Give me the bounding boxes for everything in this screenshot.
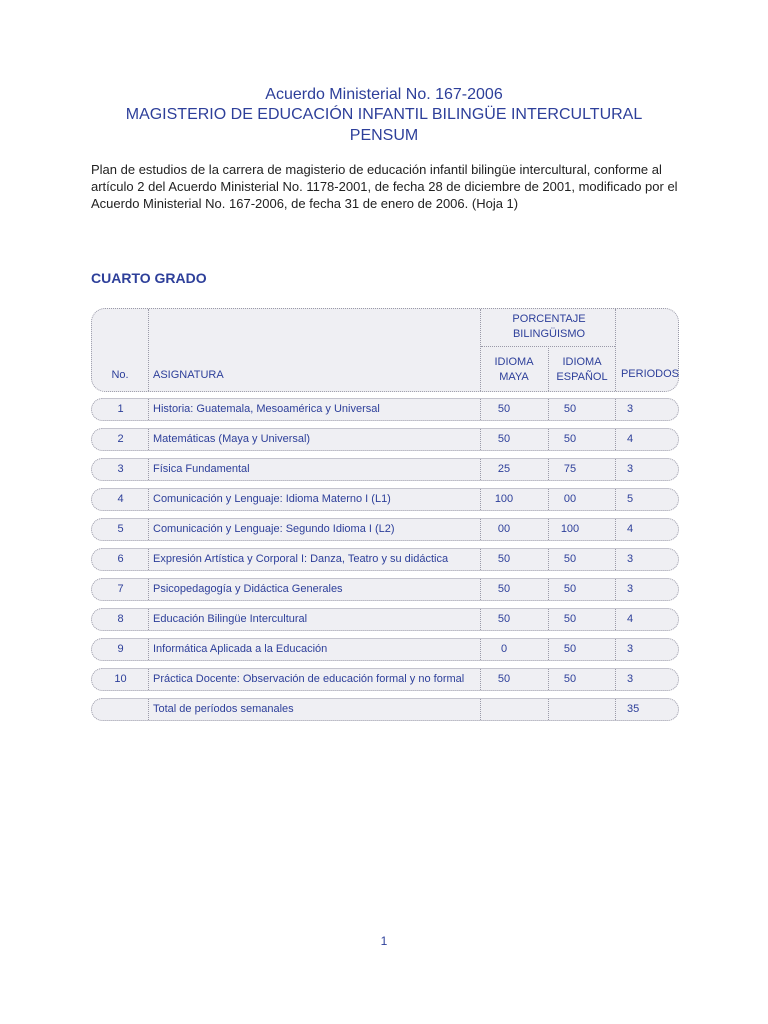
row-idioma-espanol: 50 bbox=[563, 643, 577, 655]
row-asignatura: Psicopedagogía y Didáctica Generales bbox=[153, 583, 343, 595]
header-idioma-maya: IDIOMA MAYA bbox=[494, 356, 534, 383]
table-row bbox=[91, 578, 679, 601]
column-separator bbox=[615, 519, 616, 540]
column-separator bbox=[548, 579, 549, 600]
column-separator bbox=[480, 459, 481, 480]
row-periodos: 3 bbox=[627, 553, 634, 565]
row-periodos: 5 bbox=[627, 493, 634, 505]
column-separator bbox=[548, 519, 549, 540]
column-separator bbox=[480, 579, 481, 600]
row-idioma-espanol: 50 bbox=[563, 583, 577, 595]
column-separator bbox=[615, 639, 616, 660]
row-idioma-maya: 50 bbox=[497, 613, 511, 625]
row-periodos: 3 bbox=[627, 403, 634, 415]
column-separator bbox=[548, 609, 549, 630]
total-periodos: 35 bbox=[627, 703, 640, 715]
row-number: 2 bbox=[117, 433, 124, 445]
column-separator bbox=[548, 669, 549, 690]
row-number: 7 bbox=[117, 583, 124, 595]
row-idioma-espanol: 100 bbox=[560, 523, 580, 535]
row-periodos: 3 bbox=[627, 673, 634, 685]
row-asignatura: Matemáticas (Maya y Universal) bbox=[153, 433, 311, 445]
header-porcentaje: PORCENTAJE BILINGÜISMO bbox=[512, 313, 586, 340]
table-row bbox=[91, 608, 679, 631]
row-idioma-maya: 50 bbox=[497, 403, 511, 415]
row-number: 10 bbox=[114, 673, 127, 685]
row-periodos: 4 bbox=[627, 613, 634, 625]
header-periodos: PERIODOS bbox=[620, 368, 680, 380]
column-separator bbox=[480, 609, 481, 630]
column-separator bbox=[615, 459, 616, 480]
row-idioma-maya: 100 bbox=[494, 493, 514, 505]
row-asignatura: Física Fundamental bbox=[153, 463, 250, 475]
header-no: No. bbox=[111, 369, 129, 381]
row-asignatura: Comunicación y Lenguaje: Segundo Idioma I (L2) bbox=[153, 523, 395, 535]
row-number: 5 bbox=[117, 523, 124, 535]
row-idioma-maya: 25 bbox=[497, 463, 511, 475]
column-separator bbox=[615, 609, 616, 630]
header-separator bbox=[480, 309, 481, 391]
row-idioma-espanol: 50 bbox=[563, 553, 577, 565]
table-row bbox=[91, 548, 679, 571]
page-number: 1 bbox=[380, 934, 388, 948]
row-asignatura: Informática Aplicada a la Educación bbox=[153, 643, 328, 655]
column-separator bbox=[548, 549, 549, 570]
row-idioma-maya: 00 bbox=[497, 523, 511, 535]
row-idioma-maya: 50 bbox=[497, 433, 511, 445]
column-separator bbox=[548, 429, 549, 450]
column-separator bbox=[480, 519, 481, 540]
header-separator bbox=[148, 309, 149, 391]
total-label: Total de períodos semanales bbox=[153, 703, 294, 715]
row-number: 1 bbox=[117, 403, 124, 415]
row-periodos: 3 bbox=[627, 643, 634, 655]
section-title: CUARTO GRADO bbox=[91, 270, 207, 286]
table-row bbox=[91, 398, 679, 421]
column-separator bbox=[615, 549, 616, 570]
row-idioma-espanol: 00 bbox=[563, 493, 577, 505]
row-asignatura: Educación Bilingüe Intercultural bbox=[153, 613, 308, 625]
table-header bbox=[91, 308, 679, 392]
row-asignatura: Práctica Docente: Observación de educación formal y no formal bbox=[153, 673, 465, 685]
row-idioma-espanol: 75 bbox=[563, 463, 577, 475]
row-periodos: 3 bbox=[627, 583, 634, 595]
column-separator bbox=[615, 579, 616, 600]
row-number: 9 bbox=[117, 643, 124, 655]
row-number: 6 bbox=[117, 553, 124, 565]
column-separator bbox=[615, 489, 616, 510]
row-periodos: 4 bbox=[627, 433, 634, 445]
column-separator bbox=[480, 699, 481, 720]
document-subtitle: MAGISTERIO DE EDUCACIÓN INFANTIL BILINGÜE INTERCULTURAL bbox=[125, 106, 643, 123]
row-idioma-maya: 50 bbox=[497, 583, 511, 595]
column-separator bbox=[480, 489, 481, 510]
table-row bbox=[91, 638, 679, 661]
column-separator bbox=[480, 669, 481, 690]
row-number: 4 bbox=[117, 493, 124, 505]
column-separator bbox=[480, 549, 481, 570]
row-periodos: 3 bbox=[627, 463, 634, 475]
header-separator bbox=[615, 309, 616, 391]
column-separator bbox=[615, 699, 616, 720]
column-separator bbox=[480, 639, 481, 660]
row-idioma-espanol: 50 bbox=[563, 613, 577, 625]
row-idioma-maya: 0 bbox=[500, 643, 508, 655]
row-idioma-espanol: 50 bbox=[563, 673, 577, 685]
column-separator bbox=[148, 699, 149, 720]
column-separator bbox=[615, 399, 616, 420]
header-asignatura: ASIGNATURA bbox=[153, 369, 224, 381]
column-separator bbox=[615, 669, 616, 690]
row-asignatura: Expresión Artística y Corporal I: Danza, Teatro y su didáctica bbox=[153, 553, 449, 565]
row-number: 3 bbox=[117, 463, 124, 475]
column-separator bbox=[548, 489, 549, 510]
document-heading-pensum: PENSUM bbox=[349, 127, 419, 144]
column-separator bbox=[548, 639, 549, 660]
document-title: Acuerdo Ministerial No. 167-2006 bbox=[265, 86, 503, 103]
table-row bbox=[91, 668, 679, 691]
column-separator bbox=[548, 459, 549, 480]
header-separator bbox=[548, 346, 549, 391]
table-total-row bbox=[91, 698, 679, 721]
column-separator bbox=[615, 429, 616, 450]
header-separator bbox=[481, 346, 615, 347]
row-idioma-espanol: 50 bbox=[563, 403, 577, 415]
header-idioma-espanol: IDIOMA ESPAÑOL bbox=[556, 356, 608, 383]
row-idioma-espanol: 50 bbox=[563, 433, 577, 445]
row-number: 8 bbox=[117, 613, 124, 625]
row-periodos: 4 bbox=[627, 523, 634, 535]
intro-paragraph: Plan de estudios de la carrera de magisterio de educación infantil bilingüe intercultural, conforme al artículo 2 del Acuerdo Ministerial No. 1178-2001, de fecha 28 de diciembre de 2001, modificado por el Acuerdo Ministerial No. 167-2006, de fecha 31 de enero de 2006. (Hoja 1) bbox=[91, 162, 678, 211]
table-row bbox=[91, 458, 679, 481]
column-separator bbox=[480, 429, 481, 450]
table-row bbox=[91, 518, 679, 541]
column-separator bbox=[548, 699, 549, 720]
table-row bbox=[91, 428, 679, 451]
row-idioma-maya: 50 bbox=[497, 553, 511, 565]
table-row bbox=[91, 488, 679, 511]
row-idioma-maya: 50 bbox=[497, 673, 511, 685]
column-separator bbox=[548, 399, 549, 420]
row-asignatura: Historia: Guatemala, Mesoamérica y Universal bbox=[153, 403, 380, 415]
row-asignatura: Comunicación y Lenguaje: Idioma Materno I (L1) bbox=[153, 493, 391, 505]
column-separator bbox=[480, 399, 481, 420]
